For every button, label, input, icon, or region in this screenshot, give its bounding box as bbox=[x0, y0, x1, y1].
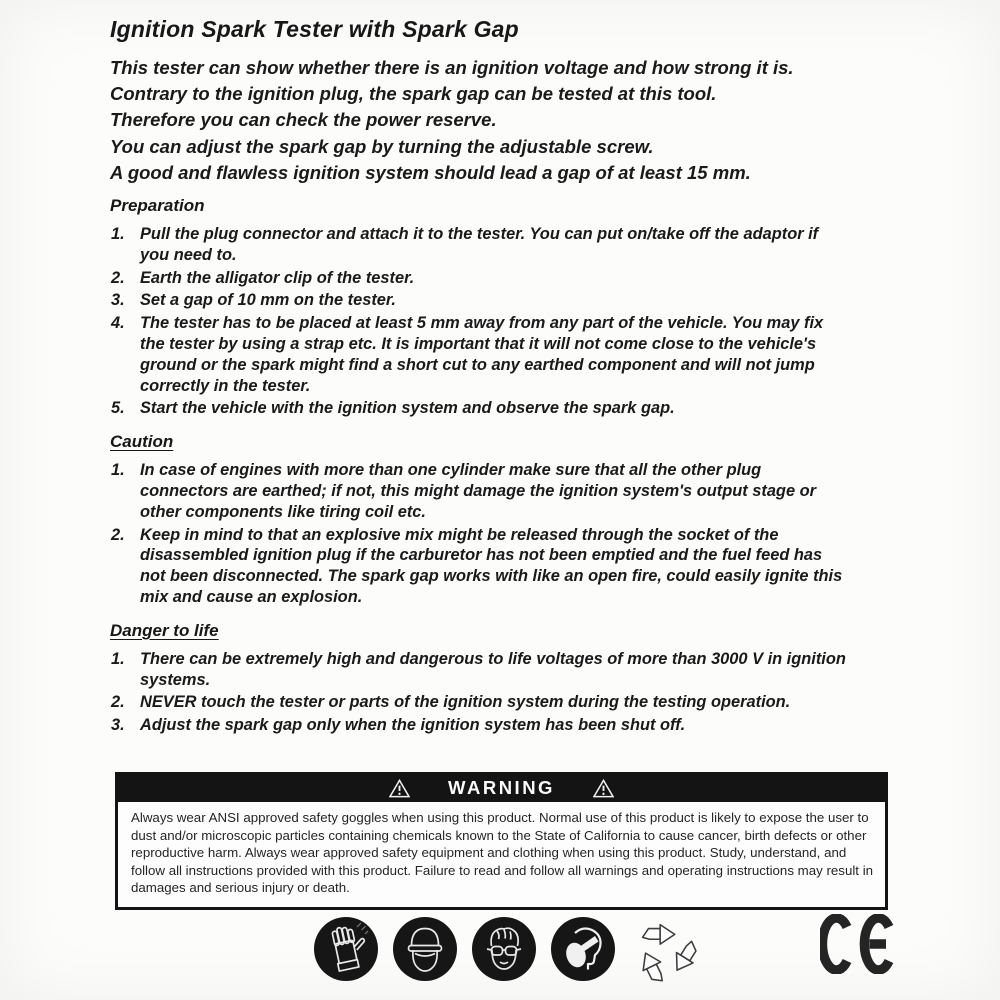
sheet-content bbox=[110, 16, 925, 910]
page-title: Ignition Spark Tester with Spark Gap bbox=[110, 16, 519, 42]
intro-line: Contrary to the ignition plug, the spark gap can be tested at this tool. bbox=[110, 83, 717, 105]
intro-line: A good and flawless ignition system should lead a gap of at least 15 mm. bbox=[110, 161, 751, 183]
warning-title: WARNING bbox=[448, 777, 555, 799]
list-item: Set a gap of 10 mm on the tester. bbox=[140, 291, 396, 310]
warning-text: Always wear ANSI approved safety goggles when using this product. Normal use of this product is likely to expose the user to dust and/or microscopic particles containing chemicals known to the State of California to cause cancer, birth defects or other reproductive harm. Always wear approved safety equipment and clothing when using this product. Study, understand, and follow all instructions provided with this product. Failure to read and follow all warnings and operating instructions may result in damages and serious injury or death. bbox=[131, 809, 874, 896]
section-caution bbox=[110, 432, 925, 608]
list-item: Keep in mind to that an explosive mix might be released through the socket of the disassembled ignition plug if the carburetor has not been emptied and the fuel feed has not been disconnected. The spark gap works with like an open fire, could easily ignite this mix and cause an explosion. bbox=[140, 525, 843, 606]
intro-line: This tester can show whether there is an ignition voltage and how strong it is. bbox=[110, 57, 794, 78]
section-heading-preparation: Preparation bbox=[110, 196, 205, 216]
ce-mark bbox=[820, 914, 898, 974]
list-item: The tester has to be placed at least 5 mm away from any part of the vehicle. You may fix the tester by using a strap etc. It is important that it will not come close to the vehicle's ground or the spark might find a short cut to any earthed component and will not jump correctly in the tester. bbox=[140, 314, 824, 395]
intro-paragraph bbox=[110, 55, 925, 186]
warning-box bbox=[115, 772, 888, 910]
wear-eye-protection-icon bbox=[471, 916, 537, 982]
recycle-icon bbox=[629, 912, 703, 986]
section-heading-caution: Caution bbox=[110, 432, 174, 452]
list-item: NEVER touch the tester or parts of the ignition system during the testing operation. bbox=[140, 693, 791, 712]
list-item: In case of engines with more than one cylinder make sure that all the other plug connectors are earthed; if not, this might damage the ignition system's output stage or other components like tiring coil etc. bbox=[140, 461, 817, 521]
wear-head-protection-icon bbox=[392, 916, 458, 982]
section-danger-to-life bbox=[110, 621, 925, 736]
section-heading-danger: Danger to life bbox=[110, 620, 219, 640]
list-item: Start the vehicle with the ignition system and observe the spark gap. bbox=[140, 399, 675, 418]
intro-line: You can adjust the spark gap by turning the adjustable screw. bbox=[110, 135, 654, 157]
section-preparation bbox=[110, 196, 925, 419]
wear-protective-gloves-icon bbox=[313, 916, 379, 982]
list-item: Adjust the spark gap only when the ignition system has been shut off. bbox=[140, 716, 686, 735]
list-item: Pull the plug connector and attach it to the tester. You can put on/take off the adaptor if you need to. bbox=[140, 225, 819, 264]
warning-header-bar bbox=[118, 775, 885, 802]
safety-pictograms-row bbox=[313, 912, 703, 986]
caution-list bbox=[110, 460, 925, 608]
list-item: Earth the alligator clip of the tester. bbox=[140, 268, 415, 287]
list-item: There can be extremely high and dangerous to life voltages of more than 3000 V in ignition systems. bbox=[140, 649, 846, 689]
wear-dust-mask-icon bbox=[550, 916, 616, 982]
warning-triangle-icon bbox=[593, 779, 614, 798]
danger-list bbox=[110, 649, 925, 736]
preparation-list bbox=[110, 224, 925, 419]
intro-line: Therefore you can check the power reserve. bbox=[110, 109, 497, 131]
warning-triangle-icon bbox=[389, 779, 410, 798]
